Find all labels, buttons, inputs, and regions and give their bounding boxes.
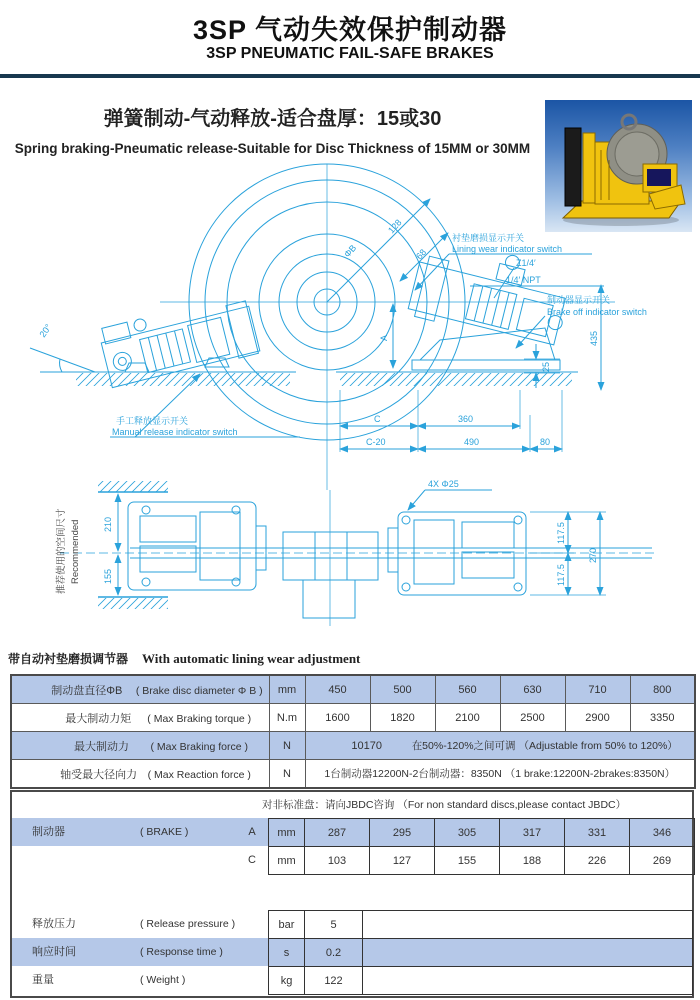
label-bolt-holes: 4X Φ25 [428,479,459,489]
row-label-en: ( Release pressure ) [140,918,236,930]
section-subtitle-cn: 弹簧制动-气动释放-适合盘厚：15或30 [103,108,442,130]
unit-cell: N [269,760,305,789]
adjustment-note-en: With automatic lining wear adjustment [142,651,361,666]
value-cell: 269 [630,847,695,875]
dim-C-20: C-20 [366,437,386,447]
dim-128: 128 [386,217,404,236]
table-row [269,911,693,939]
label-brake-off-en: Brake off indicator switch [547,307,647,317]
value-cell: 2500 [500,704,565,732]
adjustment-note-cn: 带自动衬垫磨损调节器 [8,652,129,666]
value-cell: 630 [500,675,565,704]
plan-view [60,481,656,626]
table-row [11,704,695,732]
value-cell: 331 [565,819,630,847]
dim-angle-20: 20° [37,322,54,340]
brake-values-table [268,818,695,875]
value-cell: 127 [370,847,435,875]
dim-80: 80 [540,437,551,447]
unit-cell: kg [269,967,305,995]
row-label-cn: 响应时间 [32,946,76,958]
section-subtitle-en: Spring braking-Pneumatic release-Suitable for Disc Thickness of 15MM or 30MM [14,141,531,156]
spec-table [10,674,696,789]
label-manual-release-en: Manual release indicator switch [112,427,238,437]
value-cell: 5 [305,911,363,939]
value-cell: 226 [565,847,630,875]
page-title: 3SP 气动失效保护制动器 [192,15,508,45]
dim-270: 270 [588,547,598,563]
dim-210: 210 [103,516,113,532]
value-cell: 800 [630,675,695,704]
dim-117-5-top: 117.5 [556,522,566,544]
value-cell: 560 [435,675,500,704]
dim-155: 155 [103,568,113,584]
label-recommended-cn: 推荐使用的空间尺寸 [56,508,67,594]
row-label-en: ( Max Reaction force ) [147,768,251,781]
note-cell: 在50%-120%之间可调 （Adjustable from 50% to 120%） [411,740,678,752]
value-cell: 500 [370,675,435,704]
brake-label-en: ( BRAKE ) [140,826,189,838]
label-manual-release-cn: 手工释放显示开关 [116,416,189,426]
unit-cell: mm [269,675,305,704]
dim-phiB: ΦB [342,242,359,260]
brake-table [10,790,694,998]
dim-key-A: A [248,826,256,838]
empty-cell [363,911,693,939]
dim-key-C: C [248,854,256,866]
table-row [11,732,695,760]
empty-cell [363,939,693,967]
value-cell: 346 [630,819,695,847]
unit-cell: mm [269,819,305,847]
dim-435: 435 [589,330,599,346]
row-label-cn: 最大制动力 [74,740,130,753]
pressure-time-weight-table [268,910,693,995]
table-row [269,819,695,847]
row-label-en: ( Weight ) [140,974,186,986]
value-cell: 710 [565,675,630,704]
drawing-annotations [37,217,646,586]
row-label-cn: 制动盘直径ΦB [51,684,123,697]
value-cell: 188 [500,847,565,875]
table-row [269,939,693,967]
row-label-cn: 轴受最大径向力 [60,768,138,781]
technical-drawing [0,160,700,660]
recommended-labels [55,508,81,594]
value-cell: 450 [305,675,370,704]
dim-360: 360 [458,414,474,424]
brake-label-cn: 制动器 [32,826,65,838]
dim-C: C [374,414,381,424]
row-label-cn: 重量 [32,974,54,986]
value-cell: 305 [435,819,500,847]
table-row [11,760,695,789]
unit-cell: N [269,732,305,760]
row-label-cn: 释放压力 [32,918,76,930]
unit-cell: bar [269,911,305,939]
dim-490: 490 [464,437,480,447]
adjustment-note [8,650,360,667]
dim-25: 25 [541,361,551,372]
value-cell: 3350 [630,704,695,732]
row-label-en: ( Max Braking torque ) [147,712,252,725]
note-cell: 1台制动器12200N-2台制动器：8350N （1 brake:12200N-2brakes:8350N） [324,768,676,780]
value-cell: 103 [305,847,370,875]
value-cell: 0.2 [305,939,363,967]
table-row [269,967,693,995]
value-cell: 1600 [305,704,370,732]
value-cell: 10170 [351,740,382,752]
value-cell: 1820 [370,704,435,732]
dim-117-5-bottom: 117.5 [556,564,566,586]
label-lining-wear-cn: 衬垫磨损显示开关 [452,233,525,243]
unit-cell: mm [269,847,305,875]
value-cell: 155 [435,847,500,875]
value-cell: 317 [500,819,565,847]
unit-cell: s [269,939,305,967]
value-cell: 122 [305,967,363,995]
dim-68: 68 [414,247,429,262]
dim-A: A [379,334,389,341]
label-brake-off-cn: 制动器显示开关 [547,295,611,305]
label-thread-npt: 1/4′ NPT [506,275,541,285]
row-label-en: ( Response time ) [140,946,223,958]
value-cell: 2100 [435,704,500,732]
table-row [269,847,695,875]
label-lining-wear-en: Lining wear indicator switch [452,244,563,254]
page-subtitle-en: 3SP PNEUMATIC FAIL-SAFE BRAKES [206,45,494,62]
row-label-en: ( Brake disc diameter Φ B ) [135,684,263,697]
value-cell: 2900 [565,704,630,732]
label-thread-z: Z1/4′ [516,258,536,268]
value-cell: 295 [370,819,435,847]
label-recommended-en: Recommended [70,519,81,584]
row-label-cn: 最大制动力矩 [65,712,132,725]
non-standard-disc-notice: 对非标准盘：请向JBDC咨询 （For non standard discs,please contact JBDC） [262,799,627,811]
table-row [11,675,695,704]
unit-cell: N.m [269,704,305,732]
side-view [30,164,656,626]
empty-cell [363,967,693,995]
row-label-en: ( Max Braking force ) [150,740,248,753]
value-cell: 287 [305,819,370,847]
header-divider [0,74,700,78]
